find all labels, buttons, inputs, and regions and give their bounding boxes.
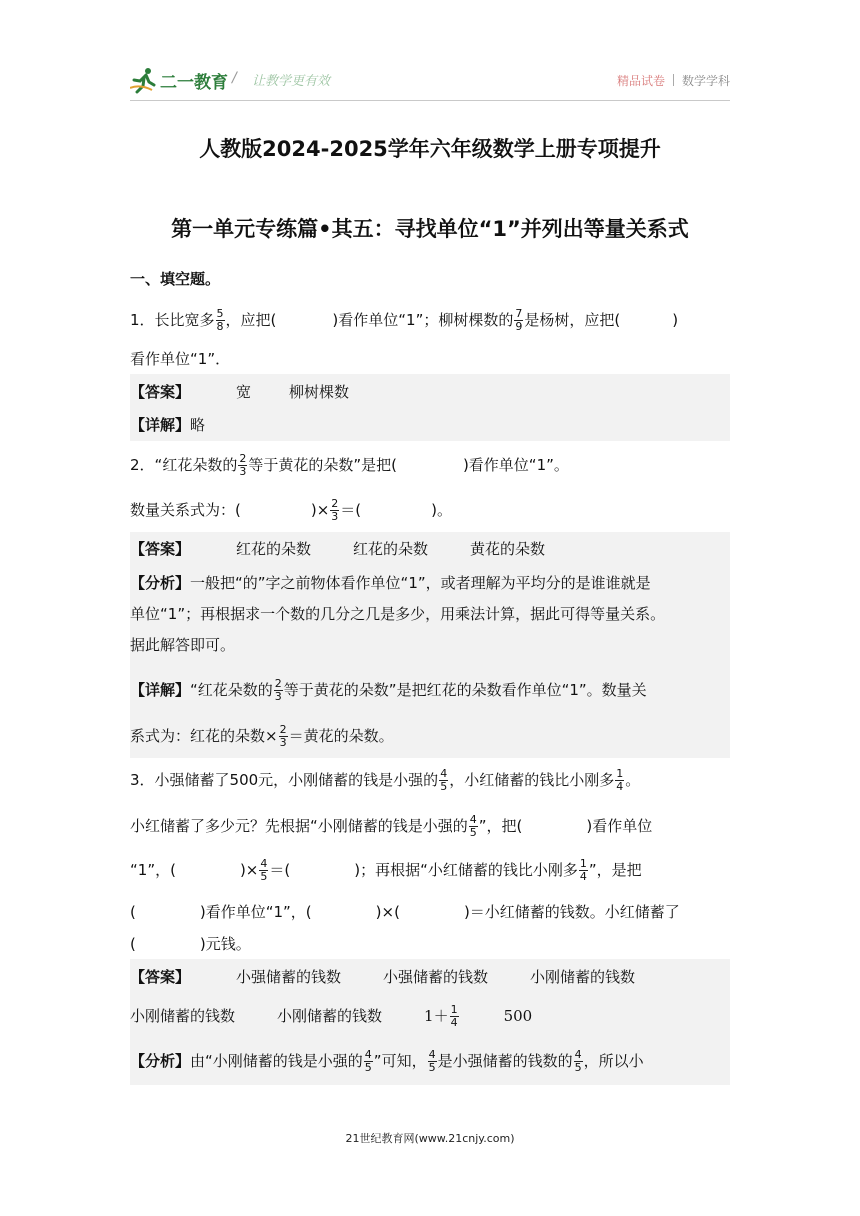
fraction: $\frac{4}{5}$ bbox=[364, 1048, 372, 1074]
q3-text-l2c: )看作单位 bbox=[586, 817, 653, 835]
answer-tag: 【答案】 bbox=[130, 968, 191, 986]
document-subtitle: 第一单元专练篇•其五：寻找单位“1”并列出等量关系式 bbox=[171, 217, 689, 241]
q2-text-c: )看作单位“1”。 bbox=[462, 456, 569, 474]
fraction: $\frac{2}{3}$ bbox=[331, 497, 339, 523]
logo-separator: / bbox=[232, 70, 237, 86]
header-subject bbox=[617, 72, 730, 89]
q3-text-l3c: ＝( bbox=[269, 861, 291, 879]
q3-text-l3b: )× bbox=[239, 861, 259, 879]
detail-tag: 【详解】 bbox=[130, 416, 191, 434]
section-heading: 一、填空题。 bbox=[130, 270, 221, 288]
q3-text-l4c: )×( bbox=[375, 903, 400, 921]
q3-text-l1a: 3．小强储蓄了500元，小刚储蓄的钱是小强的 bbox=[130, 771, 439, 789]
q3-text-l3a: “1”，( bbox=[130, 861, 176, 879]
q1-text-e: ) bbox=[672, 311, 679, 329]
q3-text-l2a: 小红储蓄了多少元？先根据“小刚储蓄的钱是小强的 bbox=[130, 817, 468, 835]
q2-detail-line2 bbox=[130, 724, 730, 749]
fraction: $\frac{7}{9}$ bbox=[515, 307, 523, 333]
q2-text-l2a: 数量关系式为：( bbox=[130, 501, 241, 519]
runner-logo-icon bbox=[130, 66, 158, 94]
q3-answer-line2 bbox=[130, 1004, 730, 1029]
page-footer: 21世纪教育网(www.21cnjy.com) bbox=[345, 1132, 515, 1145]
q3-analysis-b: ”可知， bbox=[373, 1052, 427, 1070]
q3-answer-6: 1＋ bbox=[424, 1007, 449, 1025]
fraction: $\frac{4}{5}$ bbox=[574, 1048, 582, 1074]
q1-text-c: )看作单位“1”；柳树棵数的 bbox=[332, 311, 514, 329]
q3-line4 bbox=[130, 900, 730, 924]
q3-text-l3e: ”，是把 bbox=[588, 861, 642, 879]
header-rule bbox=[130, 100, 730, 101]
q2-text-l2c: ＝( bbox=[340, 501, 362, 519]
q3-text-l1b: ，小红储蓄的钱比小刚多 bbox=[449, 771, 615, 789]
q3-answer-2: 小强储蓄的钱数 bbox=[383, 968, 489, 986]
q1-detail-text: 略 bbox=[190, 416, 206, 434]
fraction: $\frac{1}{4}$ bbox=[616, 767, 624, 793]
fraction: $\frac{5}{8}$ bbox=[216, 307, 224, 333]
header-divider bbox=[673, 74, 674, 86]
q1-answer-2: 柳树棵数 bbox=[289, 383, 350, 401]
q2-detail-2b: ＝黄花的朵数。 bbox=[288, 727, 394, 745]
q2-answer-1: 红花的朵数 bbox=[236, 540, 312, 558]
fraction: $\frac{2}{3}$ bbox=[279, 723, 287, 749]
fraction: $\frac{2}{3}$ bbox=[274, 677, 282, 703]
fraction: $\frac{4}{5}$ bbox=[469, 813, 477, 839]
q3-answer-3: 小刚储蓄的钱数 bbox=[530, 968, 636, 986]
q1-line1 bbox=[130, 308, 730, 333]
fraction: $\frac{4}{5}$ bbox=[440, 767, 448, 793]
q3-line3 bbox=[130, 858, 730, 883]
q2-text-a: 2．“红花朵数的 bbox=[130, 456, 238, 474]
q2-answer-3: 黄花的朵数 bbox=[470, 540, 546, 558]
q3-answer-5: 小刚储蓄的钱数 bbox=[277, 1007, 383, 1025]
q2-detail-1b: 等于黄花的朵数”是把红花的朵数看作单位“1”。数量关 bbox=[283, 681, 647, 699]
q3-answer-1: 小强储蓄的钱数 bbox=[236, 968, 342, 986]
q3-line5 bbox=[130, 932, 730, 956]
q3-line1 bbox=[130, 768, 730, 793]
logo-text: 二一教育 bbox=[160, 73, 228, 93]
answer-tag: 【答案】 bbox=[130, 540, 191, 558]
q2-text-l2d: )。 bbox=[431, 501, 452, 519]
header-tag-premium: 精品试卷 bbox=[616, 74, 665, 88]
q2-detail-2a: 系式为：红花的朵数× bbox=[130, 727, 278, 745]
q3-analysis-c: 是小强储蓄的钱数的 bbox=[437, 1052, 573, 1070]
q2-text-l2b: )× bbox=[310, 501, 330, 519]
q1-detail bbox=[130, 413, 730, 437]
q2-text-b: 等于黄花的朵数”是把( bbox=[248, 456, 397, 474]
q2-answer-2: 红花的朵数 bbox=[353, 540, 429, 558]
q3-text-l4a: ( bbox=[130, 903, 136, 921]
fraction: $\frac{4}{5}$ bbox=[260, 857, 268, 883]
q1-answer-1: 宽 bbox=[236, 383, 252, 401]
brand-logo bbox=[130, 66, 340, 96]
q1-text-b: ，应把( bbox=[225, 311, 277, 329]
q2-detail-1a: “红花朵数的 bbox=[190, 681, 273, 699]
q3-text-l3d: )；再根据“小红储蓄的钱比小刚多 bbox=[354, 861, 578, 879]
q1-text-a: 1．长比宽多 bbox=[130, 311, 215, 329]
q2-analysis-2: 单位“1”；再根据求一个数的几分之几是多少，用乘法计算，据此可得等量关系。 bbox=[130, 605, 666, 623]
q3-text-l5a: ( bbox=[130, 935, 136, 953]
q3-line2 bbox=[130, 814, 730, 839]
fraction: $\frac{4}{5}$ bbox=[428, 1048, 436, 1074]
header-tag-subject: 数学学科 bbox=[681, 74, 730, 88]
q3-text-l1c: 。 bbox=[625, 771, 641, 789]
q2-answer bbox=[130, 537, 730, 561]
q3-answer-4: 小刚储蓄的钱数 bbox=[130, 1007, 236, 1025]
q2-analysis-1: 一般把“的”字之前物体看作单位“1”，或者理解为平均分的是谁谁就是 bbox=[190, 574, 651, 592]
q3-text-l2b: ”，把( bbox=[478, 817, 523, 835]
q2-analysis-line1 bbox=[130, 571, 730, 595]
page-header bbox=[130, 60, 730, 104]
fraction: $\frac{1}{4}$ bbox=[579, 857, 587, 883]
q3-analysis-d: ，所以小 bbox=[583, 1052, 644, 1070]
q3-analysis-a: 由“小刚储蓄的钱是小强的 bbox=[190, 1052, 363, 1070]
q2-analysis-3: 据此解答即可。 bbox=[130, 636, 236, 654]
fraction: $\frac{2}{3}$ bbox=[239, 452, 247, 478]
answer-tag: 【答案】 bbox=[130, 383, 191, 401]
logo-slogan: 让教学更有效 bbox=[252, 74, 331, 89]
analysis-tag: 【分析】 bbox=[130, 574, 191, 592]
q1-text-d: 是杨树，应把( bbox=[524, 311, 621, 329]
q2-detail-line1 bbox=[130, 678, 730, 703]
q3-answer-7: 500 bbox=[503, 1007, 533, 1025]
q3-answer-line1 bbox=[130, 965, 730, 989]
q1-line2: 看作单位“1”． bbox=[130, 350, 231, 368]
q2-line2 bbox=[130, 498, 730, 523]
q3-analysis-line1 bbox=[130, 1049, 730, 1074]
q1-answer bbox=[130, 380, 730, 404]
q3-text-l4d: )＝小红储蓄的钱数。小红储蓄了 bbox=[463, 903, 680, 921]
fraction: $\frac{1}{4}$ bbox=[450, 1003, 458, 1029]
document-title: 人教版2024-2025学年六年级数学上册专项提升 bbox=[199, 137, 661, 161]
analysis-tag: 【分析】 bbox=[130, 1052, 191, 1070]
q2-line1 bbox=[130, 453, 730, 478]
q3-text-l5b: )元钱。 bbox=[199, 935, 251, 953]
q3-text-l4b: )看作单位“1”，( bbox=[199, 903, 312, 921]
detail-tag: 【详解】 bbox=[130, 681, 191, 699]
